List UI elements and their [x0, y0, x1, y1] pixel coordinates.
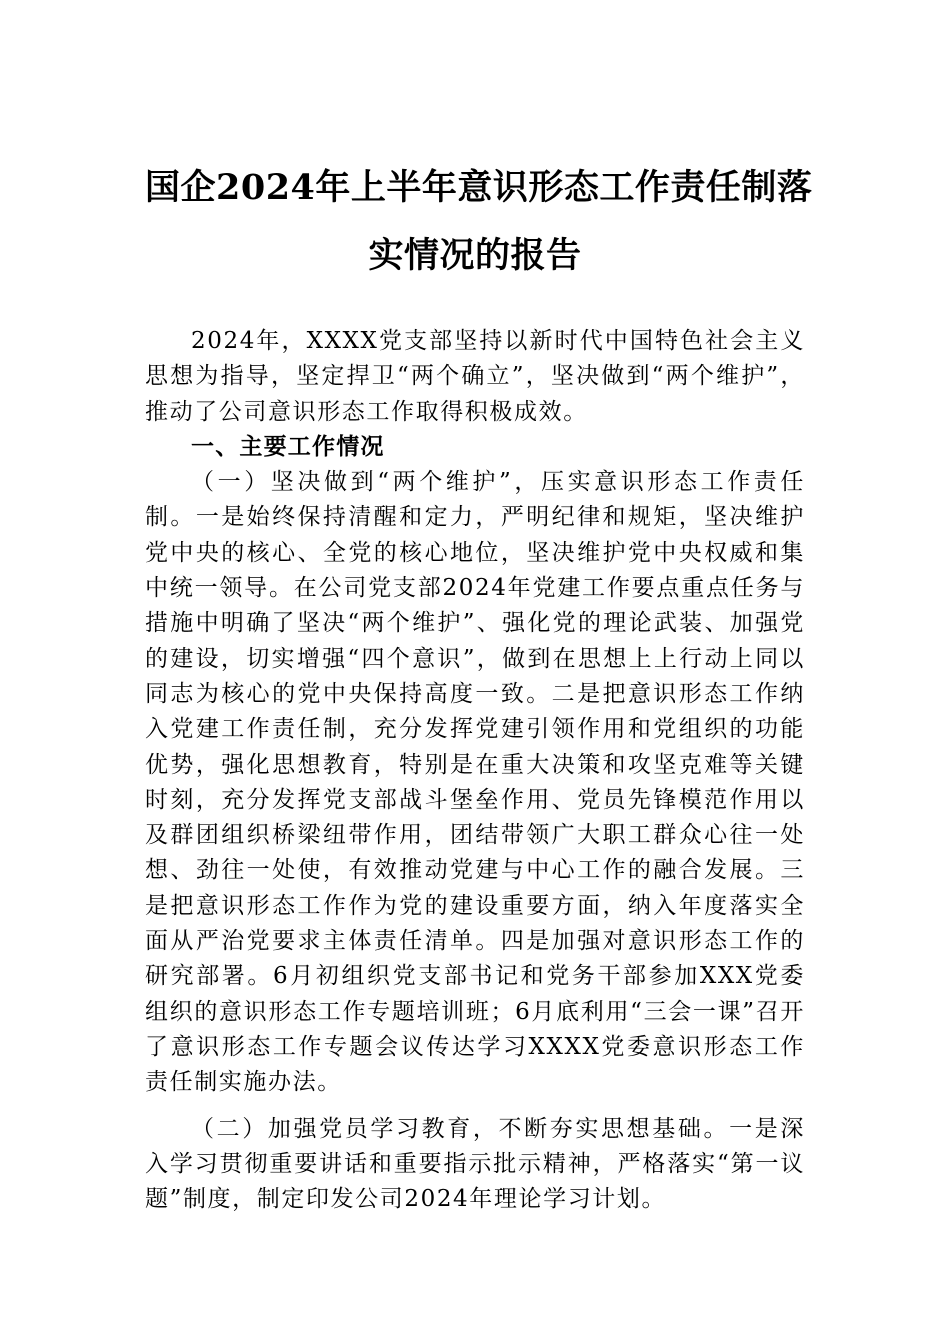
intro-paragraph: 2024年，XXXX党支部坚持以新时代中国特色社会主义思想为指导，坚定捍卫“两个确立”，坚决做到“两个维护”，推动了公司意识形态工作取得积极成效。	[145, 328, 805, 425]
subsection-2-paragraph: （二）加强党员学习教育，不断夯实思想基础。一是深入学习贯彻重要讲话和重要指示批示精神，严格落实“第一议题”制度，制定印发公司2024年理论学习计划。	[145, 1115, 805, 1213]
document-body	[145, 324, 805, 1217]
document-title-line-1: 国企2024年上半年意识形态工作责任制落	[145, 167, 813, 208]
document-title-line-2: 实情况的报告	[368, 235, 582, 276]
section-heading-main-work: 一、主要工作情况	[191, 433, 385, 460]
subsection-1-paragraph: （一）坚决做到“两个维护”，压实意识形态工作责任制。一是始终保持清醒和定力，严明纪律和规矩，坚决维护党中央的核心、全党的核心地位，坚决维护党中央权威和集中统一领导。在公司党支部2024年党建工作要点重点任务与措施中明确了坚决“两个维护”、强化党的理论武装、加强党的建设，切实增强“四个意识”，做到在思想上上行动上同以同志为核心的党中央保持高度一致。二是把意识形态工作纳入党建工作责任制，充分发挥党建引领作用和党组织的功能优势，强化思想教育，特别是在重大决策和攻坚克难等关键时刻，充分发挥党支部战斗堡垒作用、党员先锋模范作用以及群团组织桥梁纽带作用，团结带领广大职工群众心往一处想、劲往一处使，有效推动党建与中心工作的融合发展。三是把意识形态工作作为党的建设重要方面，纳入年度落实全面从严治党要求主体责任清单。四是加强对意识形态工作的研究部署。6月初组织党支部书记和党务干部参加XXX党委组织的意识形态工作专题培训班；6月底利用“三会一课”召开了意识形态工作专题会议传达学习XXXX党委意识形态工作责任制实施办法。	[145, 469, 805, 1096]
